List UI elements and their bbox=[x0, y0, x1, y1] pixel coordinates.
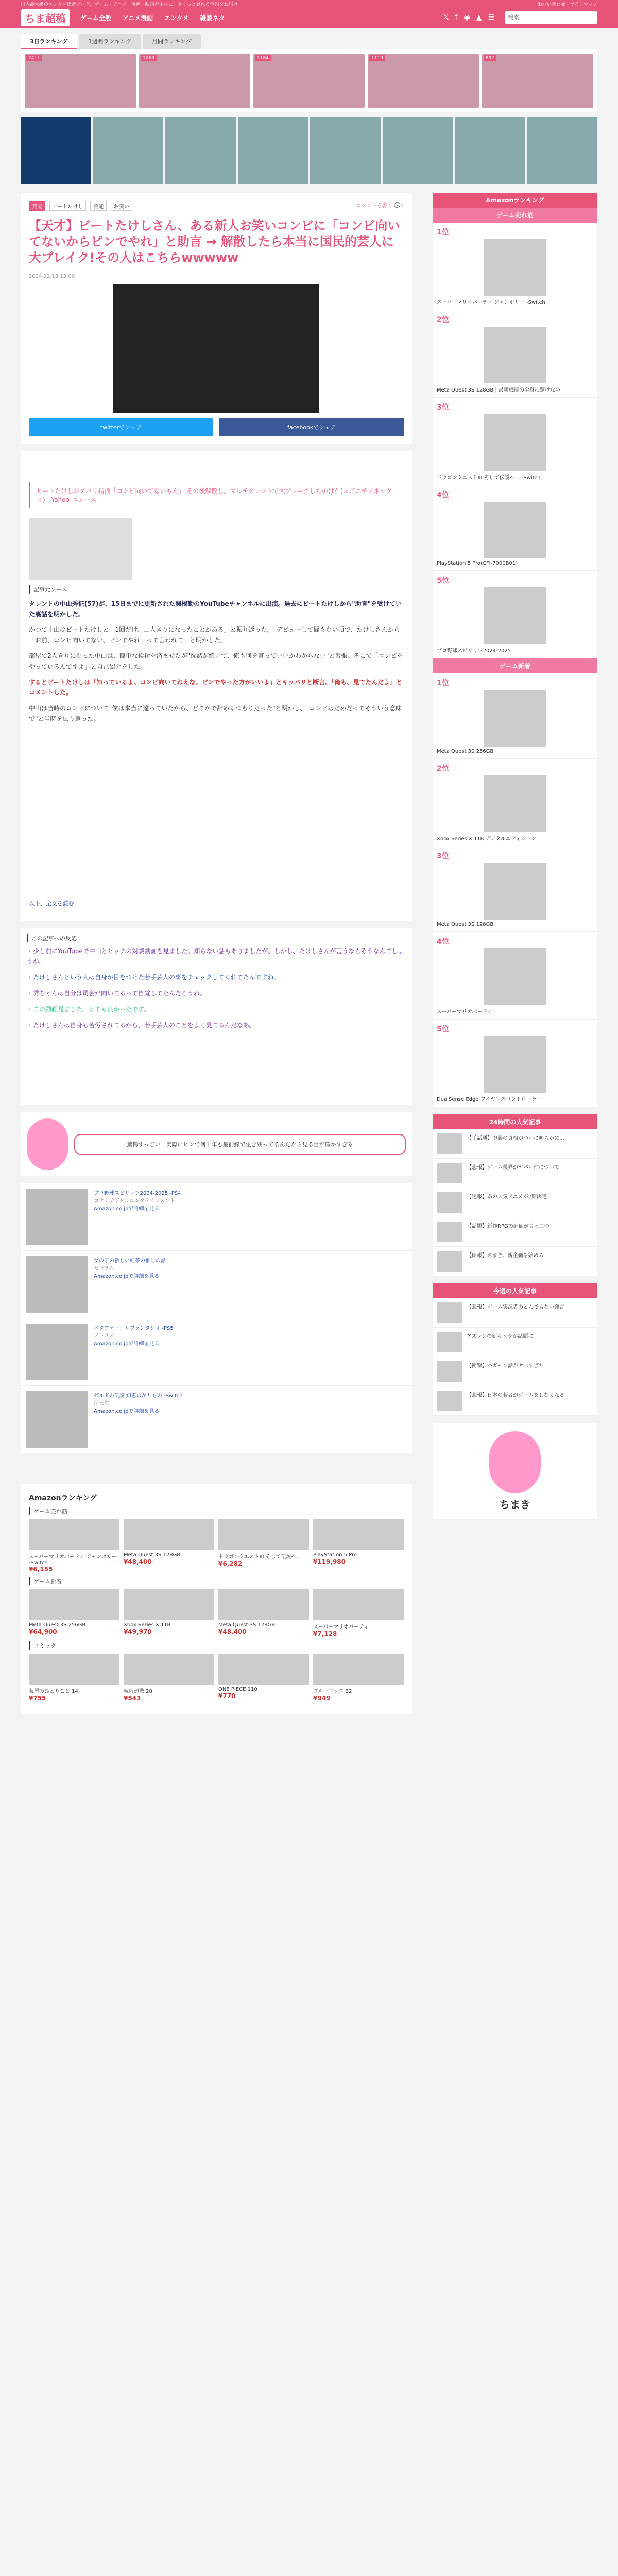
weekly-title[interactable]: 【衝撃】ハガモン話がヤバすぎた bbox=[467, 1363, 544, 1369]
product-title[interactable]: ゼルダの伝説 知恵のかりもの -Switch bbox=[94, 1393, 183, 1399]
mascot-image bbox=[489, 1431, 541, 1493]
banner-item[interactable] bbox=[238, 117, 308, 184]
sidebar-amazon bbox=[433, 193, 597, 1107]
article-paragraph: するとビートたけしは「知っているよ。コンビ向いてねえな。ピンでやった方がいいよ」とキッパリと断言。「俺も、見てたんだよ」とコメントした。 bbox=[29, 678, 403, 697]
view-count: 897 bbox=[484, 55, 496, 61]
weekly-title[interactable]: 【悲報】ゲーム実況者のとんでもない発言 bbox=[467, 1304, 564, 1310]
social-icons bbox=[443, 13, 494, 22]
comment-item: ・たけしさんは自身も苦労されてるから、若手芸人のことをよく見てるんだなあ。 bbox=[27, 1022, 255, 1029]
view-count: 1119 bbox=[369, 55, 385, 61]
article-meta bbox=[29, 201, 404, 211]
banner-item[interactable] bbox=[455, 117, 525, 184]
amazon-section-title: ゲーム新着 bbox=[29, 1577, 404, 1585]
product-maker: 任天堂 bbox=[94, 1400, 109, 1406]
product-item[interactable] bbox=[21, 1183, 412, 1251]
amazon-item-image[interactable] bbox=[218, 1589, 309, 1620]
amazon-item-name[interactable]: Meta Quest 3S 128GB bbox=[124, 1552, 181, 1558]
sidebar-rank-item[interactable] bbox=[433, 571, 597, 658]
sidebar-rank-item[interactable] bbox=[433, 759, 597, 846]
reactions-header: この記事への反応 bbox=[27, 934, 406, 942]
rank-image[interactable] bbox=[484, 690, 546, 747]
rank-title[interactable]: Meta Quest 3S 128GB bbox=[437, 922, 494, 927]
rank-number: 5位 bbox=[437, 577, 449, 585]
amazon-item-price: ¥49,970 bbox=[124, 1628, 152, 1635]
popular-title[interactable]: 【朗報】ちまき、新企画を始める bbox=[467, 1253, 544, 1259]
rank-number: 1位 bbox=[437, 228, 449, 236]
product-image[interactable] bbox=[26, 1391, 88, 1448]
rank-title[interactable]: Xbox Series X 1TB デジタルエディション bbox=[437, 836, 536, 842]
amazon-item-price: ¥64,900 bbox=[29, 1628, 57, 1635]
sidebar-rank-item[interactable] bbox=[433, 223, 597, 310]
amazon-item-name[interactable]: スーパーマリオパーティ bbox=[313, 1624, 369, 1630]
weekly-thumb[interactable] bbox=[437, 1302, 462, 1323]
sidebar-popular-title: 24時間の人気記事 bbox=[433, 1114, 597, 1129]
article-paragraph: 中山は当時のコンビについて"僕は本当に違っていたから、どこかで辞めるつもりだった"と明かし、"コンビはだめだってそういう意味で"と当時を振り返った。 bbox=[29, 704, 402, 723]
nav-anime[interactable]: アニメ漫画 bbox=[122, 14, 153, 22]
amazon-item-price: ¥48,400 bbox=[218, 1628, 247, 1635]
sidebar-rank-item[interactable] bbox=[433, 932, 597, 1020]
rank-number: 5位 bbox=[437, 1025, 449, 1033]
product-list bbox=[21, 1183, 412, 1453]
sidebar-rank-item[interactable] bbox=[433, 398, 597, 485]
popular-title[interactable]: 【悲報】ゲーム業界がヤバい件について bbox=[467, 1165, 559, 1171]
tag[interactable]: 芸能 bbox=[90, 201, 107, 211]
product-maker: アトラス bbox=[94, 1333, 114, 1339]
popular-item[interactable] bbox=[433, 1217, 597, 1247]
weekly-item[interactable] bbox=[433, 1386, 597, 1416]
rank-number: 3位 bbox=[437, 852, 449, 860]
amazon-item-price: ¥949 bbox=[313, 1694, 331, 1702]
tab-3day[interactable]: 3日ランキング bbox=[21, 34, 77, 49]
amazon-item-image[interactable] bbox=[313, 1589, 404, 1620]
article-title: 【天才】ビートたけしさん、ある新人お笑いコンビに「コンビ向いてないからピンでやれ」と助言 → 解散したら本当に国民的芸人に大ブレイク!その人はこちらwwwww bbox=[29, 218, 400, 265]
popular-item[interactable] bbox=[433, 1247, 597, 1276]
rank-image[interactable] bbox=[484, 948, 546, 1005]
ranking-thumb[interactable] bbox=[25, 54, 136, 108]
product-item[interactable] bbox=[21, 1386, 412, 1453]
article-paragraph: タレントの中山秀征(57)が、15日までに更新された関根勤のYouTubeチャンネルに出演。過去にビートたけしから"助言"を受けていた裏話を明かした。 bbox=[29, 600, 402, 618]
search-input[interactable] bbox=[505, 11, 597, 24]
amazon-item-name[interactable]: Xbox Series X 1TB bbox=[124, 1622, 171, 1628]
ranking-tabs bbox=[0, 28, 618, 49]
top-strip bbox=[0, 0, 618, 7]
amazon-item-price: ¥543 bbox=[124, 1694, 141, 1702]
amazon-section bbox=[29, 1577, 404, 1637]
rank-number: 4位 bbox=[437, 491, 449, 499]
amazon-section bbox=[29, 1641, 404, 1702]
comment-item: ・この動画見ました。とても良かったです。 bbox=[27, 1006, 150, 1013]
popular-item[interactable] bbox=[433, 1188, 597, 1217]
site-header bbox=[0, 7, 618, 28]
comment-link[interactable]: コメントを書く 💬5 bbox=[356, 203, 404, 209]
product-item[interactable] bbox=[21, 1251, 412, 1318]
rank-number: 4位 bbox=[437, 938, 449, 946]
rank-image[interactable] bbox=[484, 863, 546, 920]
banner-item[interactable] bbox=[165, 117, 236, 184]
rank-number: 3位 bbox=[437, 403, 449, 412]
amazon-item[interactable] bbox=[313, 1654, 404, 1702]
amazon-ranking-main bbox=[21, 1484, 412, 1714]
top-links[interactable]: お問い合わせ・サイトマップ bbox=[537, 2, 597, 7]
amazon-item-price: ¥7,128 bbox=[313, 1630, 337, 1637]
article-paragraph: 部屋で2人きりになった中山は、簡単な挨拶を済ませたが"沈黙が続いて、俺も何を言っていいかわからない"と緊張。そこで「コンビをやっているんですよ」と自己紹介をした。 bbox=[29, 652, 403, 670]
amazon-item[interactable] bbox=[124, 1654, 214, 1702]
amazon-section bbox=[29, 1507, 404, 1573]
mascot-message: 驚愕すっごい！実際にピンで何十年も最前線で生き残ってるんだから見る目が確かすぎる bbox=[74, 1134, 406, 1155]
amazon-item-name[interactable]: 薬屋のひとりごと 14 bbox=[29, 1688, 78, 1694]
popular-item[interactable] bbox=[433, 1129, 597, 1159]
amazon-item-name[interactable]: ONE PIECE 110 bbox=[218, 1686, 258, 1692]
rank-title[interactable]: スーパーマリオパーティ bbox=[437, 1009, 492, 1015]
weekly-item[interactable] bbox=[433, 1328, 597, 1357]
comment-item: ・少し前にYouTubeで中山とピッチの対談動画を見ました。知らない話もありましたが、しかし、たけしさんが言うならそうなんでしょうね。 bbox=[27, 947, 404, 965]
weekly-thumb[interactable] bbox=[437, 1391, 462, 1411]
site-logo[interactable]: ちま超稿 bbox=[21, 9, 70, 26]
amazon-item-name[interactable]: ドラゴンクエストIII そして伝説へ… bbox=[218, 1554, 302, 1560]
product-link[interactable]: Amazon.co.jpで詳細を見る bbox=[94, 1408, 160, 1414]
read-more-link[interactable]: 以下、全文を読む bbox=[29, 900, 74, 907]
rank-image[interactable] bbox=[484, 414, 546, 471]
amazon-item-price: ¥770 bbox=[218, 1692, 236, 1700]
nav-entame[interactable]: エンタメ bbox=[164, 14, 189, 22]
amazon-item[interactable] bbox=[218, 1654, 309, 1702]
rank-title[interactable]: ドラゴンクエストIII そして伝説へ… -Switch bbox=[437, 475, 541, 481]
product-maker: コナミデジタルエンタテインメント bbox=[94, 1198, 175, 1204]
amazon-item[interactable] bbox=[313, 1589, 404, 1637]
rank-title[interactable]: PlayStation 5 Pro(CFI-7000B01) bbox=[437, 561, 518, 566]
main-nav bbox=[80, 13, 234, 22]
sidebar-amazon-title: Amazonランキング bbox=[433, 193, 597, 208]
product-link[interactable]: Amazon.co.jpで詳細を見る bbox=[94, 1341, 160, 1347]
ranking-thumb[interactable] bbox=[139, 54, 250, 108]
feedly-icon[interactable]: ▲ bbox=[476, 13, 482, 22]
sidebar-mascot bbox=[433, 1423, 597, 1519]
source-quote[interactable]: ビートたけしがズバリ指摘「コンビ向いてないもん」 その後解散し、マルチタレントで大ブレークしたのは？(スポニチアネックス) - Yahoo!ニュース bbox=[29, 482, 404, 508]
amazon-item-image[interactable] bbox=[218, 1654, 309, 1685]
tag[interactable]: ビートたけし bbox=[49, 201, 87, 211]
rank-title[interactable]: DualSense Edge ワイヤレスコントローラー bbox=[437, 1097, 542, 1103]
amazon-item-name[interactable]: ブルーロック 32 bbox=[313, 1688, 352, 1694]
rank-image[interactable] bbox=[484, 587, 546, 644]
tab-1week[interactable]: 1週間ランキング bbox=[79, 34, 141, 49]
ranking-thumb[interactable] bbox=[368, 54, 479, 108]
product-item[interactable] bbox=[21, 1318, 412, 1386]
rank-image[interactable] bbox=[484, 1036, 546, 1093]
article-hero-image bbox=[113, 284, 319, 413]
amazon-item-image[interactable] bbox=[29, 1654, 119, 1685]
reactions-section bbox=[21, 928, 412, 1105]
rank-title[interactable]: Meta Quest 3S 128GB | 最新機能の全身に驚けない bbox=[437, 387, 560, 393]
amazon-item[interactable] bbox=[29, 1519, 119, 1573]
mascot-bubble bbox=[21, 1112, 412, 1176]
twitter-icon[interactable]: 𝕏 bbox=[443, 13, 449, 22]
ranking-thumb[interactable] bbox=[482, 54, 593, 108]
twitter-share-button[interactable]: twitterでシェア bbox=[29, 418, 213, 436]
weekly-item[interactable] bbox=[433, 1357, 597, 1386]
popular-title[interactable]: 【話題】新作RPGの評価が真っ二つ bbox=[467, 1224, 550, 1229]
banner-item[interactable] bbox=[93, 117, 164, 184]
sidebar-rank-item[interactable] bbox=[433, 485, 597, 571]
category-badge[interactable]: 芸能 bbox=[29, 201, 45, 211]
amazon-section-title: コミック bbox=[29, 1641, 404, 1650]
amazon-item-price: ¥48,400 bbox=[124, 1557, 152, 1565]
amazon-item-image[interactable] bbox=[29, 1519, 119, 1550]
nav-zatsudan[interactable]: 雑談ネタ bbox=[200, 14, 225, 22]
rank-image[interactable] bbox=[484, 327, 546, 383]
sidebar-popular bbox=[433, 1114, 597, 1276]
amazon-item-name[interactable]: スーパーマリオパーティ ジャンボリー -Switch bbox=[29, 1554, 117, 1566]
sidebar-rank-item[interactable] bbox=[433, 846, 597, 932]
amazon-item-image[interactable] bbox=[29, 1589, 119, 1620]
popular-thumb[interactable] bbox=[437, 1251, 462, 1272]
rank-number: 2位 bbox=[437, 316, 449, 324]
page-container bbox=[0, 184, 618, 1730]
spacer bbox=[29, 729, 404, 884]
popular-item[interactable] bbox=[433, 1159, 597, 1188]
popular-thumb[interactable] bbox=[437, 1192, 462, 1213]
amazon-item-image[interactable] bbox=[218, 1519, 309, 1550]
amazon-item-image[interactable] bbox=[124, 1589, 214, 1620]
rank-number: 1位 bbox=[437, 679, 449, 687]
product-image[interactable] bbox=[26, 1189, 88, 1245]
article-paragraph: かつて中山はビートたけしと「1回だけ、二人きりになったことがある」と振り返った。「デビューして間もない頃で、たけしさんから「お前、コンビ向いてない、ピンでやれ」って言われて」と明かした。 bbox=[29, 626, 400, 644]
banner-item[interactable] bbox=[383, 117, 453, 184]
menu-icon[interactable]: ☰ bbox=[488, 13, 494, 22]
weekly-thumb[interactable] bbox=[437, 1361, 462, 1382]
banner-item[interactable] bbox=[527, 117, 598, 184]
amazon-item-image[interactable] bbox=[313, 1654, 404, 1685]
facebook-icon[interactable]: f bbox=[455, 13, 458, 22]
amazon-item[interactable] bbox=[29, 1654, 119, 1702]
sidebar-rank-item[interactable] bbox=[433, 1020, 597, 1107]
amazon-row bbox=[29, 1654, 404, 1702]
rank-image[interactable] bbox=[484, 775, 546, 832]
amazon-item-name[interactable]: 呪術廻戦 28 bbox=[124, 1688, 152, 1694]
sidebar-new-title: ゲーム新着 bbox=[433, 658, 597, 673]
tag[interactable]: お笑い bbox=[111, 201, 132, 211]
amazon-item-image[interactable] bbox=[313, 1519, 404, 1550]
amazon-item-name[interactable]: Meta Quest 3S 128GB bbox=[218, 1622, 276, 1628]
comment-item: ・たけしさんという人は自身が目をつけた若手芸人の事をチェックしてくれてたんですね。 bbox=[27, 973, 280, 981]
mascot-image bbox=[27, 1118, 68, 1170]
banner-item[interactable] bbox=[310, 117, 381, 184]
nav-game[interactable]: ゲーム全般 bbox=[80, 14, 112, 22]
rank-number: 2位 bbox=[437, 765, 449, 773]
view-count: 1263 bbox=[141, 55, 157, 61]
product-title[interactable]: メタファー：リファンタジオ -PS5 bbox=[94, 1325, 174, 1331]
amazon-item[interactable] bbox=[124, 1519, 214, 1573]
banner-strip bbox=[21, 117, 597, 184]
amazon-row bbox=[29, 1589, 404, 1637]
amazon-row bbox=[29, 1519, 404, 1573]
article-date: 2024.12.13 13:00 bbox=[29, 273, 75, 279]
rank-title[interactable]: Meta Quest 3S 256GB bbox=[437, 749, 494, 754]
comment-count: 5 bbox=[400, 203, 404, 209]
ranking-thumb[interactable] bbox=[253, 54, 365, 108]
sidebar-rank-item[interactable] bbox=[433, 673, 597, 759]
rank-title[interactable]: プロ野球スピリッツ2024-2025 bbox=[437, 648, 511, 654]
amazon-item[interactable] bbox=[124, 1589, 214, 1637]
main-column bbox=[21, 193, 412, 1721]
amazon-item-price: ¥6,155 bbox=[29, 1565, 53, 1573]
view-count: 2411 bbox=[26, 55, 42, 61]
product-maker: ゼロサム bbox=[94, 1265, 114, 1272]
article-card bbox=[21, 193, 412, 444]
amazon-section-title: ゲーム売れ筋 bbox=[29, 1507, 404, 1515]
amazon-item-image[interactable] bbox=[124, 1519, 214, 1550]
amazon-item-price: ¥6,282 bbox=[218, 1560, 243, 1567]
sidebar bbox=[433, 193, 597, 1721]
rank-image[interactable] bbox=[484, 502, 546, 558]
amazon-item-name[interactable]: PlayStation 5 Pro bbox=[313, 1552, 357, 1558]
amazon-ranking-title: Amazonランキング bbox=[29, 1494, 97, 1502]
product-image[interactable] bbox=[26, 1256, 88, 1313]
mascot-name: ちまき bbox=[500, 1498, 530, 1511]
source-label: 記事元ソース bbox=[29, 585, 404, 594]
rank-image[interactable] bbox=[484, 239, 546, 296]
ranking-strip bbox=[21, 49, 597, 112]
amazon-item-price: ¥119,980 bbox=[313, 1557, 346, 1565]
popular-title[interactable]: 【手話通】中居の真相がついに明らかに… bbox=[467, 1136, 564, 1141]
popular-thumb[interactable] bbox=[437, 1222, 462, 1242]
product-title[interactable]: 女の子の新しい紅茶の推しの話 bbox=[94, 1258, 166, 1264]
product-title[interactable]: プロ野球スピリッツ2024-2025 -PS4 bbox=[94, 1190, 181, 1196]
comment-link-label: コメントを書く bbox=[356, 203, 392, 209]
sidebar-rank-item[interactable] bbox=[433, 310, 597, 398]
amazon-item-price: ¥755 bbox=[29, 1694, 46, 1702]
amazon-item-image[interactable] bbox=[124, 1654, 214, 1685]
weekly-thumb[interactable] bbox=[437, 1332, 462, 1352]
amazon-item[interactable] bbox=[218, 1589, 309, 1637]
popular-thumb[interactable] bbox=[437, 1133, 462, 1154]
rss-icon[interactable]: ◉ bbox=[464, 13, 470, 22]
view-count: 1184 bbox=[255, 55, 271, 61]
site-tagline: 国内最大級のエンタメ総合ブログ、ゲーム・アニメ・漫画・映画を中心に、さくっと見れる情報をお届け bbox=[21, 2, 238, 7]
facebook-share-button[interactable]: facebookでシェア bbox=[219, 418, 404, 436]
amazon-item-name[interactable]: Meta Quest 3S 256GB bbox=[29, 1622, 86, 1628]
share-buttons bbox=[29, 418, 404, 436]
popular-title[interactable]: 【速報】あの人気アニメが2期決定！ bbox=[467, 1194, 552, 1200]
article-body bbox=[21, 451, 412, 921]
weekly-title[interactable]: 【悲報】日本の若者がゲームをしなくなる bbox=[467, 1393, 564, 1398]
banner-item[interactable] bbox=[21, 117, 91, 184]
comment-item: ・秀ちゃんは自分は司会が向いてるって自覚してたんだろうね。 bbox=[27, 990, 207, 997]
product-image[interactable] bbox=[26, 1324, 88, 1380]
sidebar-weekly-title: 今週の人気記事 bbox=[433, 1283, 597, 1298]
popular-thumb[interactable] bbox=[437, 1163, 462, 1183]
tab-monthly[interactable]: 月間ランキング bbox=[143, 34, 201, 49]
weekly-title[interactable]: アズレンの新キャラが話題に bbox=[467, 1334, 534, 1340]
rank-title[interactable]: スーパーマリオパーティ ジャンボリー -Switch bbox=[437, 300, 545, 306]
product-link[interactable]: Amazon.co.jpで詳細を見る bbox=[94, 1206, 160, 1212]
product-link[interactable]: Amazon.co.jpで詳細を見る bbox=[94, 1273, 160, 1279]
spacer bbox=[27, 1037, 406, 1099]
weekly-item[interactable] bbox=[433, 1298, 597, 1328]
amazon-item[interactable] bbox=[218, 1519, 309, 1573]
amazon-item[interactable] bbox=[313, 1519, 404, 1573]
amazon-item[interactable] bbox=[29, 1589, 119, 1637]
source-thumbnail[interactable] bbox=[29, 518, 132, 580]
sidebar-game-title: ゲーム売れ筋 bbox=[433, 208, 597, 223]
sidebar-weekly bbox=[433, 1283, 597, 1416]
